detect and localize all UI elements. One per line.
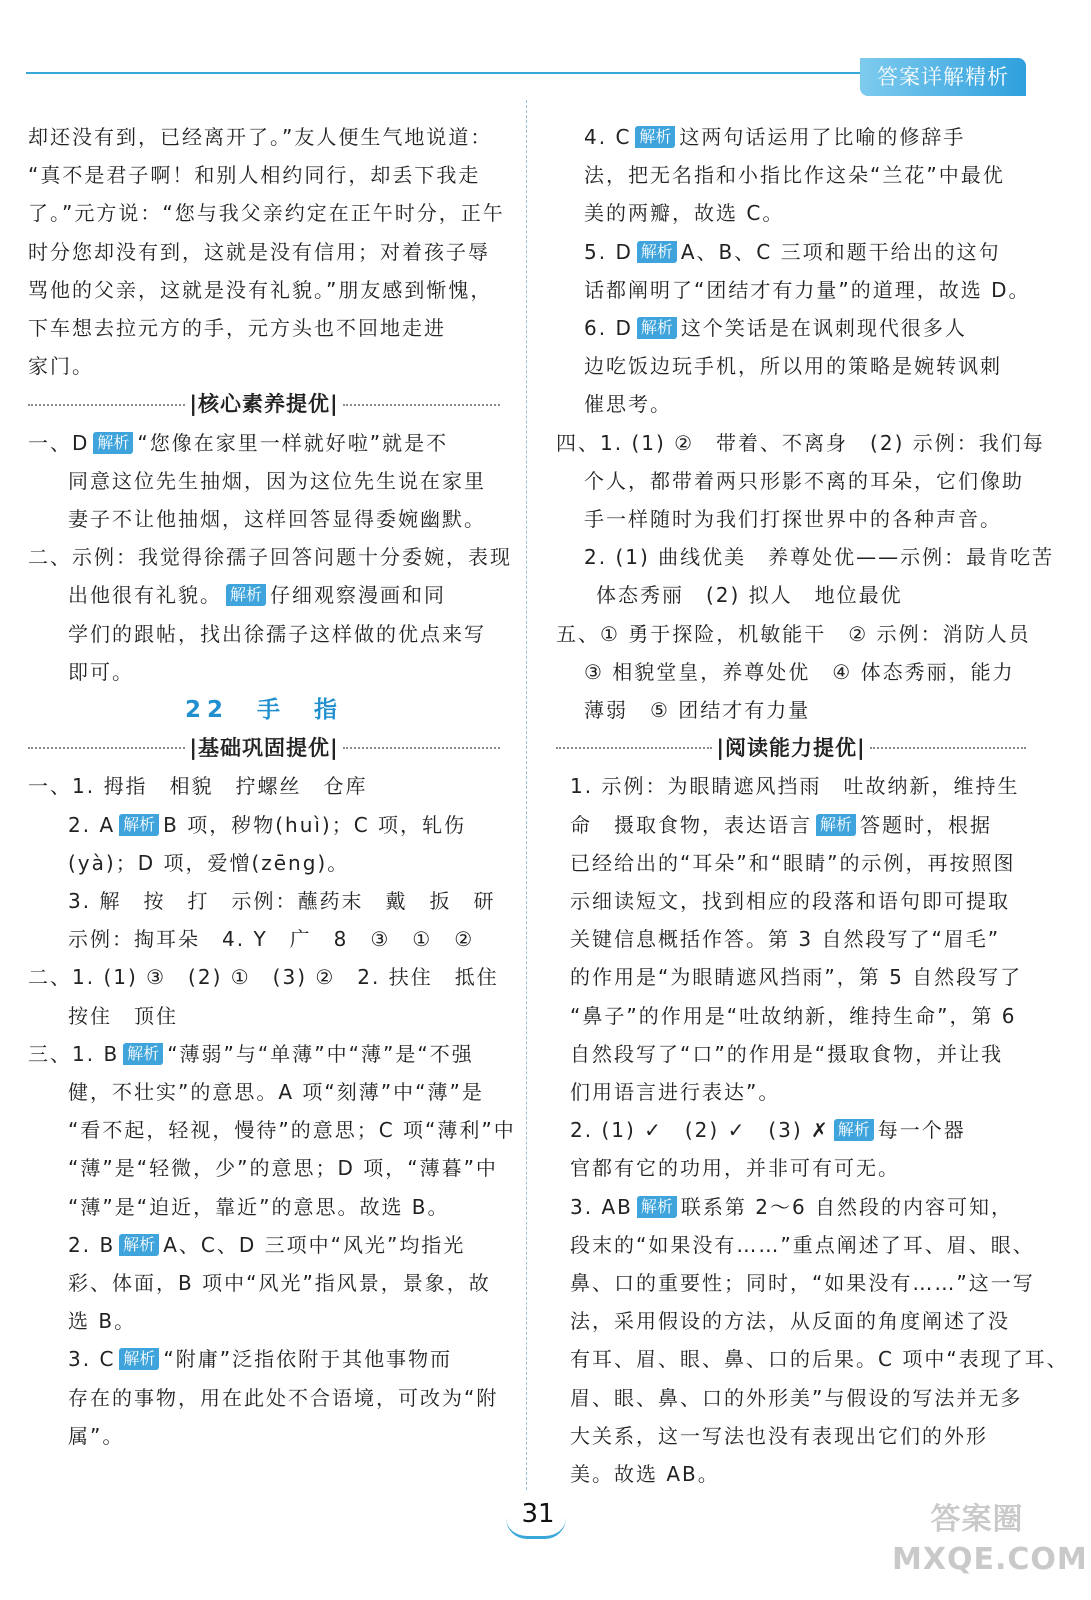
text-line: 时分您却没有到，这就是没有信用；对着孩子辱 <box>28 239 490 264</box>
answer-line: 1. 示例：为眼睛遮风挡雨 吐故纳新，维持生 <box>570 774 1020 799</box>
section-heading-core: |核心素养提优| <box>28 385 500 423</box>
answer-line: 二、示例：我觉得徐孺子回答问题十分委婉，表现 <box>28 545 512 570</box>
answer-line: 属”。 <box>68 1423 125 1448</box>
analysis-tag: 解析 <box>637 317 677 339</box>
left-column <box>28 118 516 1455</box>
answer-line: 大关系，这一写法也没有表现出它们的外形 <box>570 1423 988 1448</box>
answer-line: 鼻、口的重要性；同时，“如果没有……”这一写 <box>570 1271 1035 1296</box>
answer-line: 彩、体面，B 项中“风光”指风景，景象，故 <box>68 1271 491 1296</box>
answer-line: 个人，都带着两只形影不离的耳朵，它们像助 <box>584 468 1024 493</box>
answer-line: 二、1. (1) ③ (2) ① (3) ② 2. 扶住 抵住 <box>28 965 499 990</box>
analysis-tag: 解析 <box>635 126 675 148</box>
answer-line: 3. 解 按 打 示例：蘸药末 戴 扳 研 <box>68 889 496 914</box>
analysis-tag: 解析 <box>119 1234 159 1256</box>
answer-line: 的作用是“为眼睛遮风挡雨”，第 5 自然段写了 <box>570 965 1023 990</box>
answer-line: 存在的事物，用在此处不合语境，可改为“附 <box>68 1385 499 1410</box>
analysis-tag: 解析 <box>93 432 133 454</box>
answer-line: 法，采用假设的方法，从反面的角度阐述了没 <box>570 1309 1010 1334</box>
page-number-arc <box>506 1518 566 1539</box>
header-rule <box>26 72 866 74</box>
text-line: “真不是君子啊！和别人相约同行，却丢下我走 <box>28 163 481 188</box>
section-heading-reading: |阅读能力提优| <box>556 729 1026 767</box>
answer-line: 2. (1) 曲线优美 养尊处优——示例：最肯吃苦 <box>584 545 1055 570</box>
right-column <box>556 118 1069 1493</box>
answer-line: 美。故选 AB。 <box>570 1462 720 1487</box>
answer-line: ③ 相貌堂皇，养尊处优 ④ 体态秀丽，能力 <box>584 659 1015 684</box>
lesson-title: 22 手 指 <box>184 697 343 724</box>
answer-line: 关键信息概括作答。第 3 自然段写了“眉毛” <box>570 927 1001 952</box>
answer-line: 示细读短文，找到相应的段落和语句即可提取 <box>570 889 1010 914</box>
answer-line: 4. C 解析 这两句话运用了比喻的修辞手 <box>584 125 966 149</box>
answer-line: 五、① 勇于探险，机敏能干 ② 示例：消防人员 <box>556 621 1031 646</box>
page-number: 31 <box>498 1494 578 1538</box>
answer-line: 6. D 解析 这个笑话是在讽刺现代很多人 <box>584 316 967 341</box>
answer-line: 选 B。 <box>68 1309 137 1334</box>
analysis-tag: 解析 <box>637 1196 677 1218</box>
answer-line: 2. A 解析 B 项，秽物(huì)；C 项，轧伤 <box>68 812 467 837</box>
text-line: 了。”元方说：“您与我父亲约定在正午时分，正午 <box>28 201 505 226</box>
answer-line: 2. B 解析 A、C、D 三项中“风光”均指光 <box>68 1232 466 1257</box>
text-line: 下车想去拉元方的手，元方头也不回地走进 <box>28 316 446 341</box>
answer-line: 同意这位先生抽烟，因为这位先生说在家里 <box>68 468 486 493</box>
answer-line: 们用语言进行表达”。 <box>570 1080 781 1105</box>
header-badge: 答案详解精析 <box>860 58 1026 96</box>
text-line: 家门。 <box>28 354 94 379</box>
watermark-logo: 答案圈 MXQE.COM <box>892 1502 1088 1577</box>
answer-line: “看不起，轻视，慢待”的意思；C 项“薄利”中 <box>68 1118 516 1143</box>
analysis-tag: 解析 <box>123 1043 163 1065</box>
answer-line: 命 摄取食物，表达语言 解析 答题时，根据 <box>570 812 993 837</box>
analysis-tag: 解析 <box>119 1348 159 1370</box>
answer-line: 三、1. B 解析 “薄弱”与“单薄”中“薄”是“不强 <box>28 1041 474 1066</box>
answer-line: 话都阐明了“团结才有力量”的道理，故选 D。 <box>584 277 1031 302</box>
answer-line: 出他很有礼貌。 解析 仔细观察漫画和同 <box>68 583 447 608</box>
text-line: 骂他的父亲，这就是没有礼貌。”朋友感到惭愧， <box>28 277 493 302</box>
answer-line: 2. (1) ✓ (2) ✓ (3) ✗ 解析 每一个器 <box>570 1118 966 1143</box>
answer-line: (yà)；D 项，爱憎(zēng)。 <box>68 850 350 875</box>
answer-line: 边吃饭边玩手机，所以用的策略是婉转讽刺 <box>584 354 1002 379</box>
analysis-tag: 解析 <box>834 1119 874 1141</box>
answer-line: 自然段写了“口”的作用是“摄取食物，并让我 <box>570 1041 1004 1066</box>
answer-line: 法，把无名指和小指比作这朵“兰花”中最优 <box>584 163 1005 188</box>
column-divider <box>526 100 527 1490</box>
answer-line: 示例：掏耳朵 4. Y 广 8 ③ ① ② <box>68 927 475 952</box>
answer-line: 按住 顶住 <box>68 1003 178 1028</box>
answer-line: “薄”是“迫近，靠近”的意思。故选 B。 <box>68 1194 450 1219</box>
answer-line: 四、1. (1) ② 带着、不离身 (2) 示例：我们每 <box>556 430 1045 455</box>
answer-line: 美的两瓣，故选 C。 <box>584 201 785 226</box>
answer-line: 5. D 解析 A、B、C 三项和题干给出的这句 <box>584 239 1001 264</box>
answer-line: 已经给出的“耳朵”和“眼睛”的示例，再按照图 <box>570 850 1016 875</box>
section-heading-basic: |基础巩固提优| <box>28 729 500 767</box>
analysis-tag: 解析 <box>226 584 266 606</box>
answer-line: 薄弱 ⑤ 团结才有力量 <box>584 698 811 723</box>
answer-line: 一、D 解析 “您像在家里一样就好啦”就是不 <box>28 430 449 455</box>
analysis-tag: 解析 <box>637 241 677 263</box>
answer-line: 体态秀丽 (2) 拟人 地位最优 <box>596 583 903 608</box>
analysis-tag: 解析 <box>816 814 856 836</box>
analysis-tag: 解析 <box>119 814 159 836</box>
answer-line: “鼻子”的作用是“吐故纳新，维持生命”，第 6 <box>570 1003 1017 1028</box>
answer-line: 段末的“如果没有……”重点阐述了耳、眉、眼、 <box>570 1232 1035 1257</box>
answer-line: 妻子不让他抽烟，这样回答显得委婉幽默。 <box>68 507 486 532</box>
answer-line: 健，不壮实”的意思。A 项“刻薄”中“薄”是 <box>68 1080 484 1105</box>
answer-line: 一、1. 拇指 相貌 拧螺丝 仓库 <box>28 774 368 799</box>
answer-line: 学们的跟帖，找出徐孺子这样做的优点来写 <box>68 621 486 646</box>
answer-line: 官都有它的功用，并非可有可无。 <box>570 1156 900 1181</box>
answer-line: 手一样随时为我们打探世界中的各种声音。 <box>584 507 1002 532</box>
answer-line: 眉、眼、鼻、口的外形美”与假设的写法并无多 <box>570 1385 1023 1410</box>
answer-line: 即可。 <box>68 659 134 684</box>
answer-line: 3. C 解析 “附庸”泛指依附于其他事物而 <box>68 1347 453 1372</box>
text-line: 却还没有到，已经离开了。”友人便生气地说道： <box>28 125 493 149</box>
answer-line: 催思考。 <box>584 392 672 417</box>
answer-line: 有耳、眉、眼、鼻、口的后果。C 项中“表现了耳、 <box>570 1347 1069 1372</box>
answer-line: “薄”是“轻微，少”的意思；D 项，“薄暮”中 <box>68 1156 498 1181</box>
answer-line: 3. AB 解析 联系第 2～6 自然段的内容可知， <box>570 1194 1014 1219</box>
